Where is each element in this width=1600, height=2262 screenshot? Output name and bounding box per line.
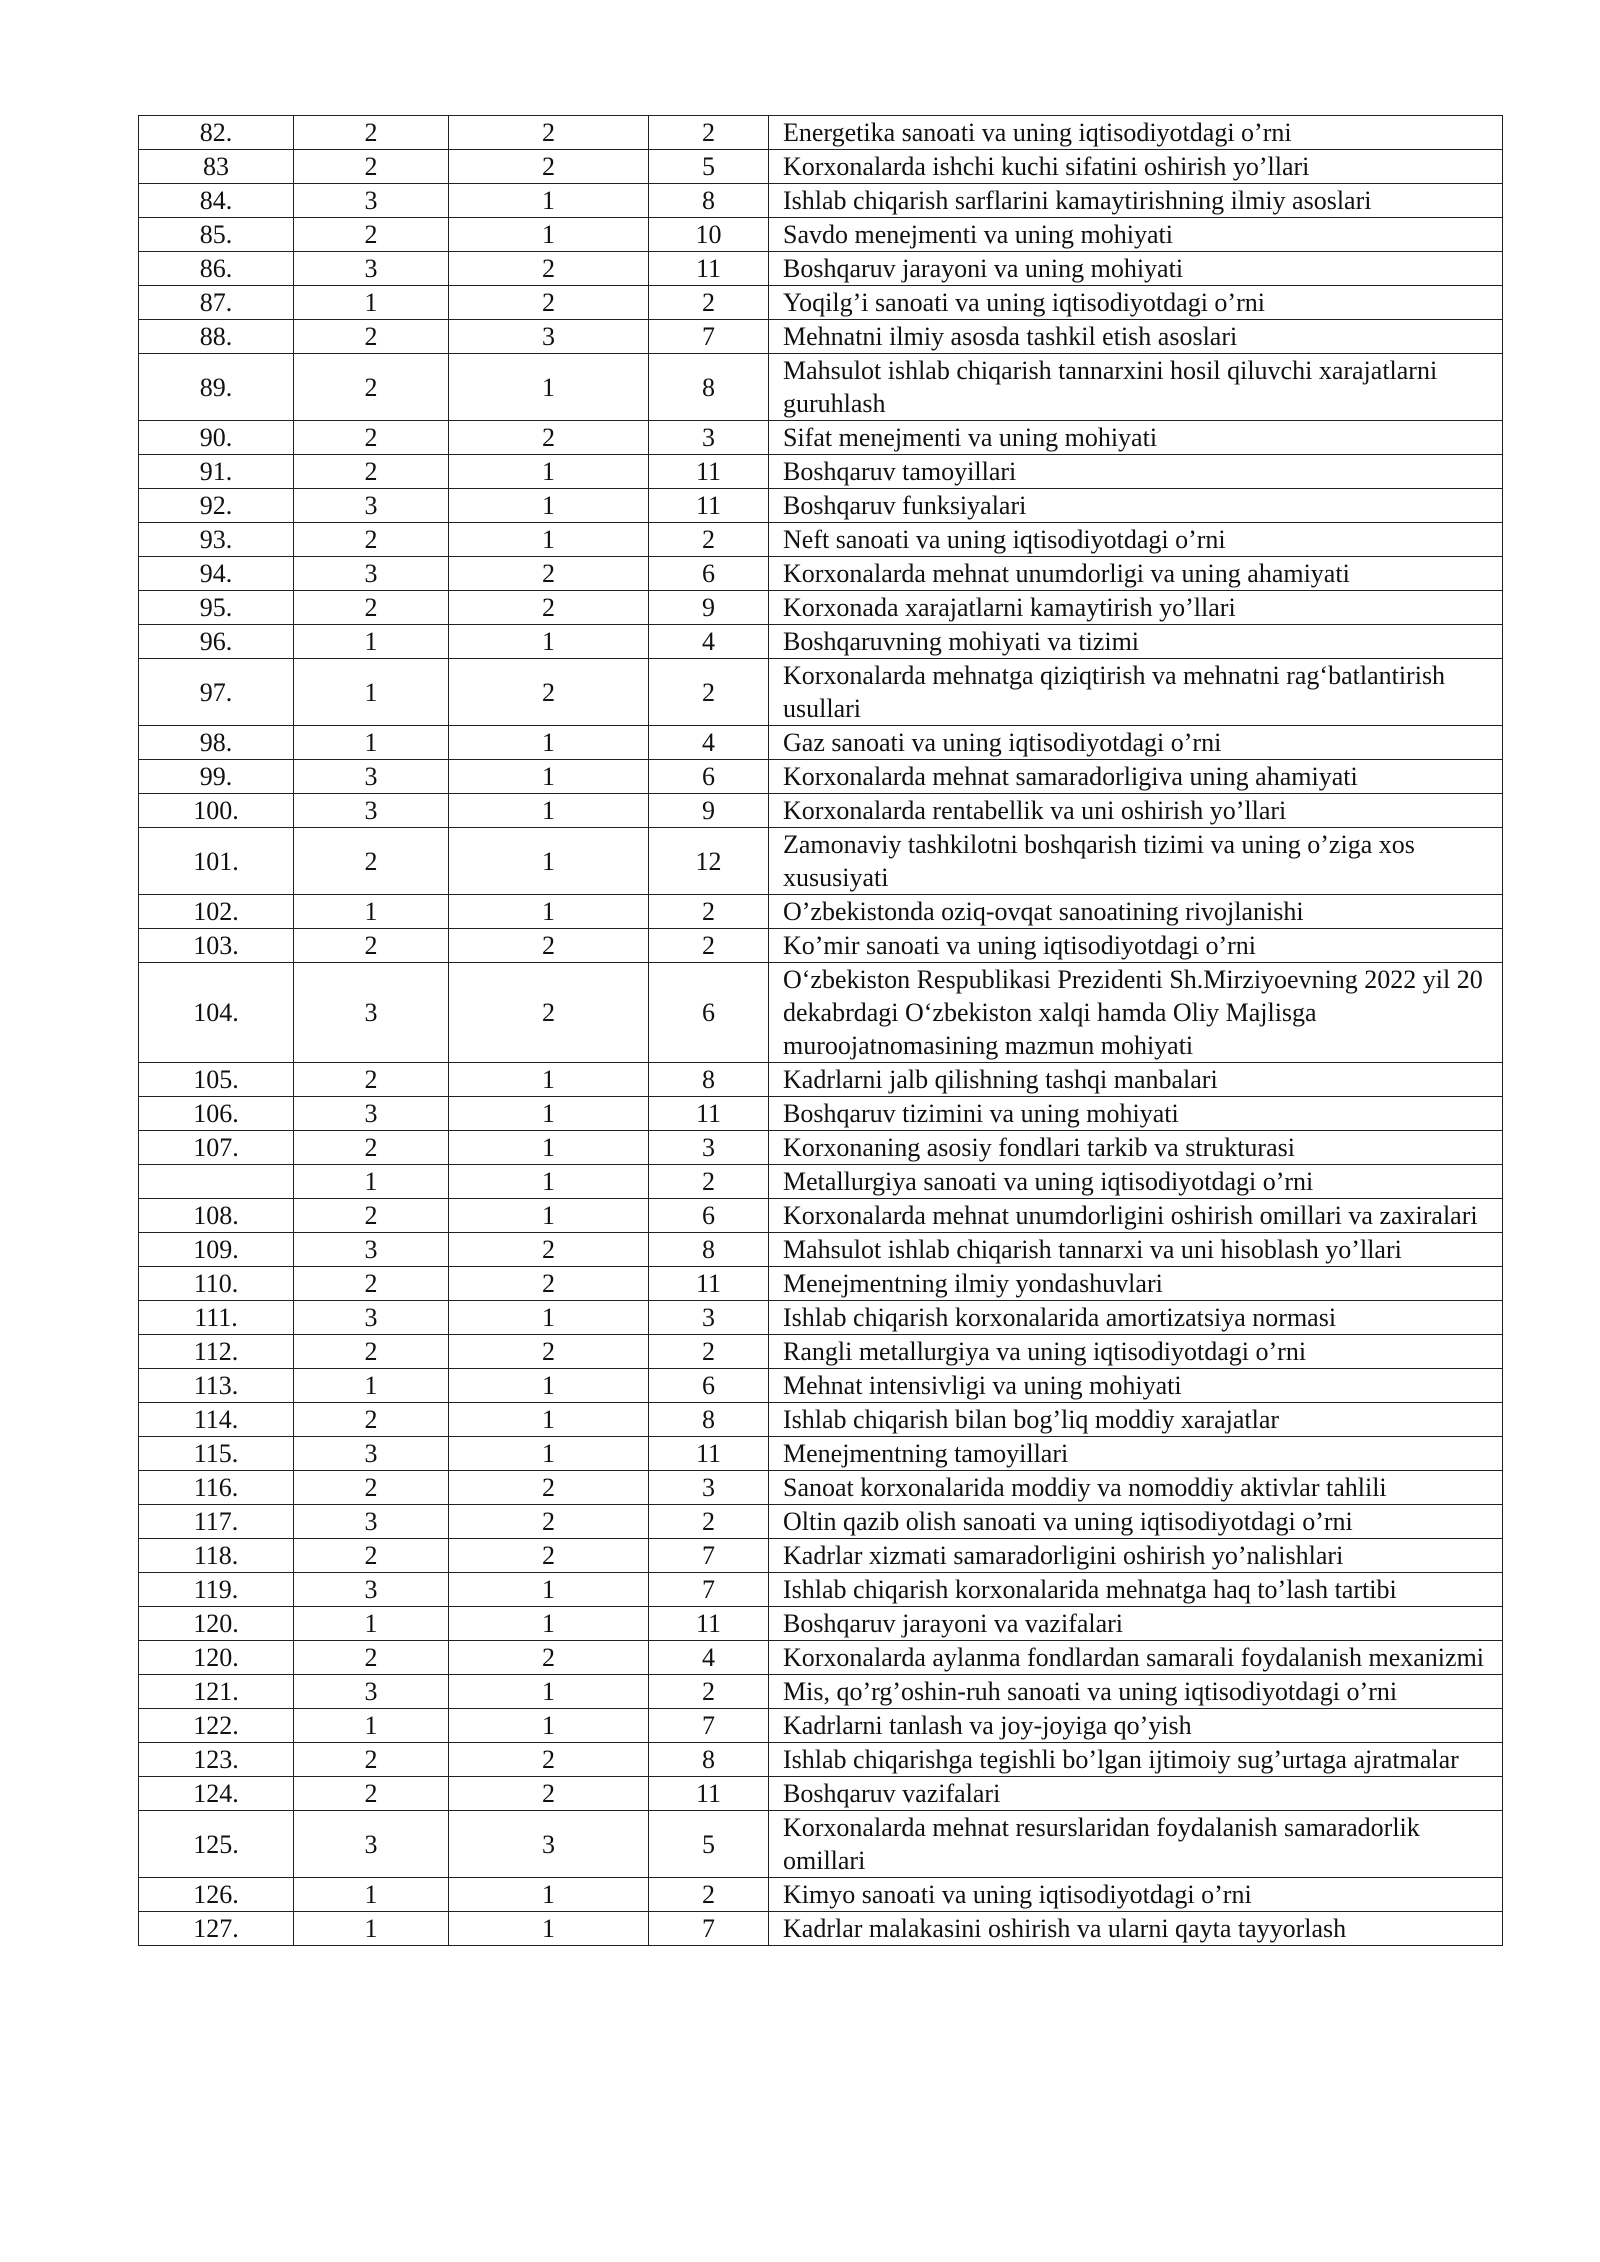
table-row bbox=[139, 1233, 1503, 1267]
column-b-cell: 2 bbox=[449, 1471, 649, 1505]
column-c-cell: 2 bbox=[649, 1878, 769, 1912]
topic-title-cell: Boshqaruv funksiyalari bbox=[769, 489, 1503, 523]
table-row bbox=[139, 895, 1503, 929]
column-a-cell: 2 bbox=[294, 1267, 449, 1301]
column-b-cell: 3 bbox=[449, 1811, 649, 1878]
column-b-cell: 2 bbox=[449, 116, 649, 150]
column-a-cell: 2 bbox=[294, 1539, 449, 1573]
row-number-cell: 94. bbox=[139, 557, 294, 591]
table-row bbox=[139, 184, 1503, 218]
column-a-cell: 2 bbox=[294, 929, 449, 963]
row-number-cell: 88. bbox=[139, 320, 294, 354]
column-c-cell: 2 bbox=[649, 1165, 769, 1199]
column-a-cell: 3 bbox=[294, 963, 449, 1063]
row-number-cell: 118. bbox=[139, 1539, 294, 1573]
topic-title-cell: Korxonada xarajatlarni kamaytirish yo’llari bbox=[769, 591, 1503, 625]
column-a-cell: 1 bbox=[294, 1165, 449, 1199]
column-a-cell: 3 bbox=[294, 1573, 449, 1607]
table-row bbox=[139, 252, 1503, 286]
column-a-cell: 1 bbox=[294, 1878, 449, 1912]
topic-title-cell: O’zbekistonda oziq-ovqat sanoatining rivojlanishi bbox=[769, 895, 1503, 929]
column-c-cell: 3 bbox=[649, 421, 769, 455]
topic-title-cell: Sifat menejmenti va uning mohiyati bbox=[769, 421, 1503, 455]
row-number-cell: 120. bbox=[139, 1641, 294, 1675]
row-number-cell: 127. bbox=[139, 1912, 294, 1946]
row-number-cell: 112. bbox=[139, 1335, 294, 1369]
table-row bbox=[139, 1539, 1503, 1573]
table-row bbox=[139, 1267, 1503, 1301]
column-a-cell: 3 bbox=[294, 760, 449, 794]
column-a-cell: 2 bbox=[294, 150, 449, 184]
column-b-cell: 1 bbox=[449, 794, 649, 828]
column-c-cell: 4 bbox=[649, 726, 769, 760]
row-number-cell: 95. bbox=[139, 591, 294, 625]
table-row bbox=[139, 421, 1503, 455]
column-c-cell: 8 bbox=[649, 354, 769, 421]
topic-title-cell: Korxonalarda mehnat samaradorligiva uning ahamiyati bbox=[769, 760, 1503, 794]
topic-title-cell: Korxonalarda mehnat resurslaridan foydalanish samaradorlik omillari bbox=[769, 1811, 1503, 1878]
column-c-cell: 7 bbox=[649, 1573, 769, 1607]
column-b-cell: 1 bbox=[449, 489, 649, 523]
topic-title-cell: Menejmentning ilmiy yondashuvlari bbox=[769, 1267, 1503, 1301]
column-b-cell: 1 bbox=[449, 184, 649, 218]
row-number-cell: 103. bbox=[139, 929, 294, 963]
row-number-cell: 101. bbox=[139, 828, 294, 895]
row-number-cell: 93. bbox=[139, 523, 294, 557]
column-c-cell: 9 bbox=[649, 591, 769, 625]
column-c-cell: 12 bbox=[649, 828, 769, 895]
column-b-cell: 1 bbox=[449, 1607, 649, 1641]
column-b-cell: 1 bbox=[449, 1131, 649, 1165]
row-number-cell: 87. bbox=[139, 286, 294, 320]
table-row bbox=[139, 455, 1503, 489]
row-number-cell: 114. bbox=[139, 1403, 294, 1437]
row-number-cell: 111. bbox=[139, 1301, 294, 1335]
row-number-cell: 91. bbox=[139, 455, 294, 489]
column-a-cell: 3 bbox=[294, 1097, 449, 1131]
column-c-cell: 7 bbox=[649, 1912, 769, 1946]
row-number-cell: 109. bbox=[139, 1233, 294, 1267]
table-row bbox=[139, 726, 1503, 760]
topic-title-cell: Mis, qo’rg’oshin-ruh sanoati va uning iqtisodiyotdagi o’rni bbox=[769, 1675, 1503, 1709]
topic-title-cell: Kimyo sanoati va uning iqtisodiyotdagi o’rni bbox=[769, 1878, 1503, 1912]
column-a-cell: 3 bbox=[294, 1233, 449, 1267]
row-number-cell: 98. bbox=[139, 726, 294, 760]
row-number-cell: 84. bbox=[139, 184, 294, 218]
topic-title-cell: O‘zbekiston Respublikasi Prezidenti Sh.Mirziyoevning 2022 yil 20 dekabrdagi O‘zbekiston xalqi hamda Oliy Majlisga muroojatnomasining mazmun mohiyati bbox=[769, 963, 1503, 1063]
column-a-cell: 2 bbox=[294, 1131, 449, 1165]
column-b-cell: 1 bbox=[449, 523, 649, 557]
topic-title-cell: Korxonalarda mehnat unumdorligini oshirish omillari va zaxiralari bbox=[769, 1199, 1503, 1233]
column-b-cell: 2 bbox=[449, 1505, 649, 1539]
row-number-cell: 124. bbox=[139, 1777, 294, 1811]
column-c-cell: 6 bbox=[649, 1369, 769, 1403]
topic-title-cell: Kadrlarni jalb qilishning tashqi manbalari bbox=[769, 1063, 1503, 1097]
topic-title-cell: Boshqaruv vazifalari bbox=[769, 1777, 1503, 1811]
column-b-cell: 1 bbox=[449, 1199, 649, 1233]
table-row bbox=[139, 1063, 1503, 1097]
row-number-cell: 99. bbox=[139, 760, 294, 794]
column-a-cell: 3 bbox=[294, 1675, 449, 1709]
column-c-cell: 4 bbox=[649, 1641, 769, 1675]
column-a-cell: 2 bbox=[294, 1641, 449, 1675]
column-b-cell: 2 bbox=[449, 150, 649, 184]
topic-title-cell: Menejmentning tamoyillari bbox=[769, 1437, 1503, 1471]
column-b-cell: 1 bbox=[449, 1063, 649, 1097]
column-c-cell: 8 bbox=[649, 1063, 769, 1097]
column-b-cell: 1 bbox=[449, 1437, 649, 1471]
table-row bbox=[139, 1573, 1503, 1607]
row-number-cell: 125. bbox=[139, 1811, 294, 1878]
column-c-cell: 7 bbox=[649, 1539, 769, 1573]
column-c-cell: 6 bbox=[649, 1199, 769, 1233]
table-row bbox=[139, 1403, 1503, 1437]
table-row bbox=[139, 218, 1503, 252]
column-a-cell: 1 bbox=[294, 1709, 449, 1743]
column-b-cell: 2 bbox=[449, 1743, 649, 1777]
table-row bbox=[139, 354, 1503, 421]
column-c-cell: 2 bbox=[649, 659, 769, 726]
row-number-cell: 82. bbox=[139, 116, 294, 150]
column-a-cell: 2 bbox=[294, 523, 449, 557]
table-row bbox=[139, 1335, 1503, 1369]
table-row bbox=[139, 1675, 1503, 1709]
table-row bbox=[139, 1743, 1503, 1777]
row-number-cell: 106. bbox=[139, 1097, 294, 1131]
row-number-cell: 100. bbox=[139, 794, 294, 828]
column-b-cell: 2 bbox=[449, 1641, 649, 1675]
column-c-cell: 5 bbox=[649, 150, 769, 184]
topic-title-cell: Korxonalarda rentabellik va uni oshirish yo’llari bbox=[769, 794, 1503, 828]
topic-title-cell: Energetika sanoati va uning iqtisodiyotdagi o’rni bbox=[769, 116, 1503, 150]
column-c-cell: 2 bbox=[649, 286, 769, 320]
column-a-cell: 2 bbox=[294, 1335, 449, 1369]
table-row bbox=[139, 1471, 1503, 1505]
column-b-cell: 1 bbox=[449, 1573, 649, 1607]
column-a-cell: 2 bbox=[294, 116, 449, 150]
column-c-cell: 3 bbox=[649, 1131, 769, 1165]
topic-title-cell: Mehnatni ilmiy asosda tashkil etish asoslari bbox=[769, 320, 1503, 354]
topics-table bbox=[138, 115, 1503, 1946]
column-c-cell: 11 bbox=[649, 1097, 769, 1131]
table-row bbox=[139, 1811, 1503, 1878]
column-b-cell: 1 bbox=[449, 455, 649, 489]
topic-title-cell: Ko’mir sanoati va uning iqtisodiyotdagi o’rni bbox=[769, 929, 1503, 963]
column-a-cell: 2 bbox=[294, 354, 449, 421]
column-c-cell: 6 bbox=[649, 760, 769, 794]
topic-title-cell: Korxonaning asosiy fondlari tarkib va strukturasi bbox=[769, 1131, 1503, 1165]
table-row bbox=[139, 625, 1503, 659]
column-c-cell: 11 bbox=[649, 455, 769, 489]
table-row bbox=[139, 1641, 1503, 1675]
table-row bbox=[139, 1607, 1503, 1641]
topics-table-body bbox=[139, 116, 1503, 1946]
column-b-cell: 2 bbox=[449, 591, 649, 625]
column-c-cell: 11 bbox=[649, 1607, 769, 1641]
column-c-cell: 2 bbox=[649, 1505, 769, 1539]
column-c-cell: 8 bbox=[649, 1403, 769, 1437]
column-b-cell: 2 bbox=[449, 963, 649, 1063]
table-row bbox=[139, 1301, 1503, 1335]
topic-title-cell: Ishlab chiqarish korxonalarida amortizatsiya normasi bbox=[769, 1301, 1503, 1335]
column-a-cell: 2 bbox=[294, 1471, 449, 1505]
topic-title-cell: Boshqaruv tamoyillari bbox=[769, 455, 1503, 489]
table-row bbox=[139, 557, 1503, 591]
column-c-cell: 6 bbox=[649, 963, 769, 1063]
column-b-cell: 1 bbox=[449, 895, 649, 929]
column-b-cell: 2 bbox=[449, 1539, 649, 1573]
table-row bbox=[139, 591, 1503, 625]
column-b-cell: 2 bbox=[449, 421, 649, 455]
column-c-cell: 10 bbox=[649, 218, 769, 252]
column-a-cell: 2 bbox=[294, 1199, 449, 1233]
column-a-cell: 2 bbox=[294, 1063, 449, 1097]
topic-title-cell: Boshqaruv tizimini va uning mohiyati bbox=[769, 1097, 1503, 1131]
column-a-cell: 1 bbox=[294, 1369, 449, 1403]
table-row bbox=[139, 320, 1503, 354]
column-b-cell: 1 bbox=[449, 1912, 649, 1946]
topic-title-cell: Boshqaruvning mohiyati va tizimi bbox=[769, 625, 1503, 659]
column-b-cell: 1 bbox=[449, 1675, 649, 1709]
column-a-cell: 2 bbox=[294, 591, 449, 625]
table-row bbox=[139, 1777, 1503, 1811]
column-b-cell: 2 bbox=[449, 557, 649, 591]
column-b-cell: 2 bbox=[449, 929, 649, 963]
row-number-cell: 105. bbox=[139, 1063, 294, 1097]
table-row bbox=[139, 1437, 1503, 1471]
row-number-cell: 119. bbox=[139, 1573, 294, 1607]
column-a-cell: 3 bbox=[294, 1301, 449, 1335]
row-number-cell: 104. bbox=[139, 963, 294, 1063]
column-a-cell: 1 bbox=[294, 1912, 449, 1946]
column-a-cell: 3 bbox=[294, 489, 449, 523]
row-number-cell: 110. bbox=[139, 1267, 294, 1301]
table-row bbox=[139, 116, 1503, 150]
column-a-cell: 1 bbox=[294, 1607, 449, 1641]
column-c-cell: 7 bbox=[649, 320, 769, 354]
topic-title-cell: Neft sanoati va uning iqtisodiyotdagi o’rni bbox=[769, 523, 1503, 557]
topic-title-cell: Mahsulot ishlab chiqarish tannarxi va uni hisoblash yo’llari bbox=[769, 1233, 1503, 1267]
topic-title-cell: Savdo menejmenti va uning mohiyati bbox=[769, 218, 1503, 252]
column-c-cell: 4 bbox=[649, 625, 769, 659]
table-row bbox=[139, 489, 1503, 523]
row-number-cell bbox=[139, 1165, 294, 1199]
column-a-cell: 2 bbox=[294, 1777, 449, 1811]
row-number-cell: 97. bbox=[139, 659, 294, 726]
topic-title-cell: Ishlab chiqarish sarflarini kamaytirishning ilmiy asoslari bbox=[769, 184, 1503, 218]
column-b-cell: 2 bbox=[449, 286, 649, 320]
topic-title-cell: Korxonalarda mehnatga qiziqtirish va mehnatni rag‘batlantirish usullari bbox=[769, 659, 1503, 726]
column-a-cell: 2 bbox=[294, 320, 449, 354]
topic-title-cell: Zamonaviy tashkilotni boshqarish tizimi va uning o’ziga xos xususiyati bbox=[769, 828, 1503, 895]
table-row bbox=[139, 1912, 1503, 1946]
column-a-cell: 3 bbox=[294, 794, 449, 828]
column-b-cell: 2 bbox=[449, 252, 649, 286]
table-row bbox=[139, 286, 1503, 320]
topic-title-cell: Ishlab chiqarishga tegishli bo’lgan ijtimoiy sug’urtaga ajratmalar bbox=[769, 1743, 1503, 1777]
topic-title-cell: Ishlab chiqarish korxonalarida mehnatga haq to’lash tartibi bbox=[769, 1573, 1503, 1607]
column-b-cell: 1 bbox=[449, 1709, 649, 1743]
column-b-cell: 2 bbox=[449, 1233, 649, 1267]
column-c-cell: 7 bbox=[649, 1709, 769, 1743]
column-c-cell: 2 bbox=[649, 1675, 769, 1709]
column-c-cell: 11 bbox=[649, 1437, 769, 1471]
column-a-cell: 3 bbox=[294, 1811, 449, 1878]
column-c-cell: 2 bbox=[649, 523, 769, 557]
column-c-cell: 9 bbox=[649, 794, 769, 828]
table-row bbox=[139, 659, 1503, 726]
column-b-cell: 1 bbox=[449, 1403, 649, 1437]
topic-title-cell: Oltin qazib olish sanoati va uning iqtisodiyotdagi o’rni bbox=[769, 1505, 1503, 1539]
column-a-cell: 3 bbox=[294, 1437, 449, 1471]
column-c-cell: 8 bbox=[649, 184, 769, 218]
table-row bbox=[139, 1369, 1503, 1403]
column-a-cell: 3 bbox=[294, 1505, 449, 1539]
column-a-cell: 2 bbox=[294, 421, 449, 455]
column-a-cell: 1 bbox=[294, 659, 449, 726]
column-a-cell: 1 bbox=[294, 895, 449, 929]
column-b-cell: 1 bbox=[449, 760, 649, 794]
table-row bbox=[139, 1878, 1503, 1912]
row-number-cell: 107. bbox=[139, 1131, 294, 1165]
row-number-cell: 96. bbox=[139, 625, 294, 659]
column-c-cell: 2 bbox=[649, 929, 769, 963]
table-row bbox=[139, 929, 1503, 963]
row-number-cell: 126. bbox=[139, 1878, 294, 1912]
column-b-cell: 1 bbox=[449, 625, 649, 659]
column-a-cell: 3 bbox=[294, 252, 449, 286]
table-row bbox=[139, 523, 1503, 557]
table-row bbox=[139, 1505, 1503, 1539]
column-c-cell: 3 bbox=[649, 1471, 769, 1505]
topic-title-cell: Yoqilg’i sanoati va uning iqtisodiyotdagi o’rni bbox=[769, 286, 1503, 320]
column-a-cell: 3 bbox=[294, 557, 449, 591]
column-c-cell: 11 bbox=[649, 252, 769, 286]
table-row bbox=[139, 963, 1503, 1063]
topic-title-cell: Korxonalarda ishchi kuchi sifatini oshirish yo’llari bbox=[769, 150, 1503, 184]
row-number-cell: 120. bbox=[139, 1607, 294, 1641]
row-number-cell: 85. bbox=[139, 218, 294, 252]
row-number-cell: 90. bbox=[139, 421, 294, 455]
table-row bbox=[139, 794, 1503, 828]
row-number-cell: 117. bbox=[139, 1505, 294, 1539]
column-c-cell: 11 bbox=[649, 489, 769, 523]
row-number-cell: 108. bbox=[139, 1199, 294, 1233]
column-a-cell: 2 bbox=[294, 828, 449, 895]
column-a-cell: 1 bbox=[294, 726, 449, 760]
column-b-cell: 2 bbox=[449, 659, 649, 726]
column-b-cell: 1 bbox=[449, 1301, 649, 1335]
row-number-cell: 92. bbox=[139, 489, 294, 523]
column-c-cell: 11 bbox=[649, 1267, 769, 1301]
table-row bbox=[139, 1131, 1503, 1165]
row-number-cell: 121. bbox=[139, 1675, 294, 1709]
topic-title-cell: Korxonalarda aylanma fondlardan samarali foydalanish mexanizmi bbox=[769, 1641, 1503, 1675]
column-c-cell: 2 bbox=[649, 895, 769, 929]
column-c-cell: 3 bbox=[649, 1301, 769, 1335]
column-c-cell: 8 bbox=[649, 1233, 769, 1267]
column-c-cell: 8 bbox=[649, 1743, 769, 1777]
topic-title-cell: Metallurgiya sanoati va uning iqtisodiyotdagi o’rni bbox=[769, 1165, 1503, 1199]
column-b-cell: 2 bbox=[449, 1777, 649, 1811]
topic-title-cell: Korxonalarda mehnat unumdorligi va uning ahamiyati bbox=[769, 557, 1503, 591]
table-row bbox=[139, 1097, 1503, 1131]
column-b-cell: 1 bbox=[449, 1369, 649, 1403]
column-b-cell: 3 bbox=[449, 320, 649, 354]
column-b-cell: 1 bbox=[449, 218, 649, 252]
table-row bbox=[139, 828, 1503, 895]
row-number-cell: 113. bbox=[139, 1369, 294, 1403]
topic-title-cell: Mahsulot ishlab chiqarish tannarxini hosil qiluvchi xarajatlarni guruhlash bbox=[769, 354, 1503, 421]
table-row bbox=[139, 150, 1503, 184]
table-row bbox=[139, 1165, 1503, 1199]
topic-title-cell: Mehnat intensivligi va uning mohiyati bbox=[769, 1369, 1503, 1403]
row-number-cell: 116. bbox=[139, 1471, 294, 1505]
column-a-cell: 3 bbox=[294, 184, 449, 218]
column-b-cell: 2 bbox=[449, 1335, 649, 1369]
column-c-cell: 11 bbox=[649, 1777, 769, 1811]
topic-title-cell: Gaz sanoati va uning iqtisodiyotdagi o’rni bbox=[769, 726, 1503, 760]
column-a-cell: 1 bbox=[294, 286, 449, 320]
column-b-cell: 1 bbox=[449, 726, 649, 760]
column-c-cell: 2 bbox=[649, 1335, 769, 1369]
column-b-cell: 2 bbox=[449, 1267, 649, 1301]
column-b-cell: 1 bbox=[449, 1165, 649, 1199]
column-c-cell: 5 bbox=[649, 1811, 769, 1878]
column-b-cell: 1 bbox=[449, 1097, 649, 1131]
row-number-cell: 102. bbox=[139, 895, 294, 929]
topic-title-cell: Rangli metallurgiya va uning iqtisodiyotdagi o’rni bbox=[769, 1335, 1503, 1369]
row-number-cell: 83 bbox=[139, 150, 294, 184]
table-row bbox=[139, 1199, 1503, 1233]
column-b-cell: 1 bbox=[449, 828, 649, 895]
column-c-cell: 6 bbox=[649, 557, 769, 591]
table-row bbox=[139, 1709, 1503, 1743]
topic-title-cell: Boshqaruv jarayoni va vazifalari bbox=[769, 1607, 1503, 1641]
column-c-cell: 2 bbox=[649, 116, 769, 150]
column-a-cell: 2 bbox=[294, 1743, 449, 1777]
column-a-cell: 2 bbox=[294, 218, 449, 252]
row-number-cell: 86. bbox=[139, 252, 294, 286]
topic-title-cell: Kadrlarni tanlash va joy-joyiga qo’yish bbox=[769, 1709, 1503, 1743]
topic-title-cell: Boshqaruv jarayoni va uning mohiyati bbox=[769, 252, 1503, 286]
topic-title-cell: Sanoat korxonalarida moddiy va nomoddiy aktivlar tahlili bbox=[769, 1471, 1503, 1505]
topic-title-cell: Ishlab chiqarish bilan bog’liq moddiy xarajatlar bbox=[769, 1403, 1503, 1437]
row-number-cell: 123. bbox=[139, 1743, 294, 1777]
table-row bbox=[139, 760, 1503, 794]
column-b-cell: 1 bbox=[449, 354, 649, 421]
topic-title-cell: Kadrlar malakasini oshirish va ularni qayta tayyorlash bbox=[769, 1912, 1503, 1946]
row-number-cell: 122. bbox=[139, 1709, 294, 1743]
column-b-cell: 1 bbox=[449, 1878, 649, 1912]
column-a-cell: 2 bbox=[294, 455, 449, 489]
column-a-cell: 2 bbox=[294, 1403, 449, 1437]
column-a-cell: 1 bbox=[294, 625, 449, 659]
topic-title-cell: Kadrlar xizmati samaradorligini oshirish yo’nalishlari bbox=[769, 1539, 1503, 1573]
row-number-cell: 115. bbox=[139, 1437, 294, 1471]
row-number-cell: 89. bbox=[139, 354, 294, 421]
